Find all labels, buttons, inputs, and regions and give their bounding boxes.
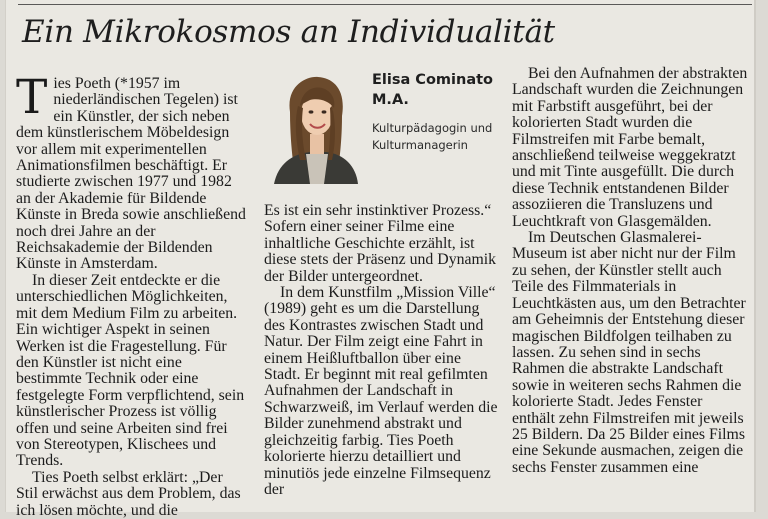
paragraph: Es ist ein sehr instinktiver Prozess.“ Sofern einer seiner Filme eine inhaltliche Geschichte erzählt, ist diese stets der Präsenz und Dynamik der Bilder untergeordnet. bbox=[264, 202, 497, 285]
paragraph: In dieser Zeit entdeckte er die unterschiedlichen Möglichkeiten, mit dem Medium Film zu arbeiten. Ein wichtiger Aspekt in seinen Werken ist die Fragestellung. Für den Künstler ist nicht eine bestimmte Technik oder eine festgelegte Form verpflichtend, sein künstlerischer Prozess ist völlig offen und seine Arbeiten sind frei von Stereotypen, Klischees und Trends. bbox=[16, 271, 245, 470]
paragraph: In dem Kunstfilm „Mission Ville“ (1989) geht es um die Darstellung des Kontrastes zwischen Stadt und Natur. Der Film zeigt eine Fahrt in einem Heißluftballon über eine Stadt. Er beginnt mit real gefilmten Aufnahmen der Landschaft in Schwarzweiß, im Verlauf werden die Bilder zunehmend abstrakt und gleichzeitig farbig. Ties Poeth kolorierte hierzu detailliert und minutiös jede einzelne Filmsequenz der bbox=[264, 284, 498, 498]
article-column-2 bbox=[264, 203, 500, 498]
article-column-1 bbox=[16, 70, 246, 519]
author-name: Elisa Cominato M.A. bbox=[372, 72, 493, 108]
paragraph: Bei den Aufnahmen der abstrakten Landschaft wurden die Zeichnungen mit Farbstift ausgeführt, bei der kolorierten Stadt wurden die Filmstreifen mit Farbe bemalt, anschließend teilweise weggekratzt und mit Tinte ausgefüllt. Die durch diese Technik entstandenen Bilder assoziieren die Transluzens und Leuchtkraft von Glasgemälden. bbox=[512, 65, 748, 230]
top-rule bbox=[18, 4, 752, 5]
paragraph: Ties Poeth selbst erklärt: „Der Stil erwächst aus dem Problem, das ich lösen möchte, und die bbox=[16, 468, 241, 519]
author-portrait-image bbox=[270, 72, 362, 184]
author-photo bbox=[270, 72, 362, 184]
article-headline: Ein Mikrokosmos an Individualität bbox=[22, 14, 555, 50]
author-role: Kulturpädagogin und Kulturmanagerin bbox=[372, 121, 493, 152]
paragraph-text: ies Poeth (*1957 im niederländischen Tegelen) ist ein Künstler, der sich neben dem künstlerischem Möbeldesign vor allem mit experimentellen Animationsfilmen beschäftigt. Er studierte zwischen 1977 und 1982 an der Akademie für Bildende Künste in Breda sowie anschließend noch drei Jahre an der Reichsakademie der Bildenden Künste in Amsterdam. bbox=[16, 75, 246, 273]
drop-cap: T bbox=[16, 70, 48, 125]
paragraph: Im Deutschen Glasmalerei-Museum ist aber nicht nur der Film zu sehen, der Künstler stellt auch Teile des Filmmaterials in Leuchtkästen aus, um den Betrachter am Geheimnis der Entstehung dieser magischen Bildfolgen teilhaben zu lassen. Zu sehen sind in sechs Rahmen die abstrakte Landschaft sowie in weiteren sechs Rahmen die kolorierte Stadt. Jedes Fenster enthält zehn Filmstreifen mit jeweils 25 Bildern. Da 25 Bilder eines Films eine Sekunde ausmachen, zeigen die sechs Fenster zusammen eine bbox=[512, 229, 746, 476]
paragraph bbox=[16, 70, 246, 273]
article-column-3 bbox=[512, 66, 748, 476]
